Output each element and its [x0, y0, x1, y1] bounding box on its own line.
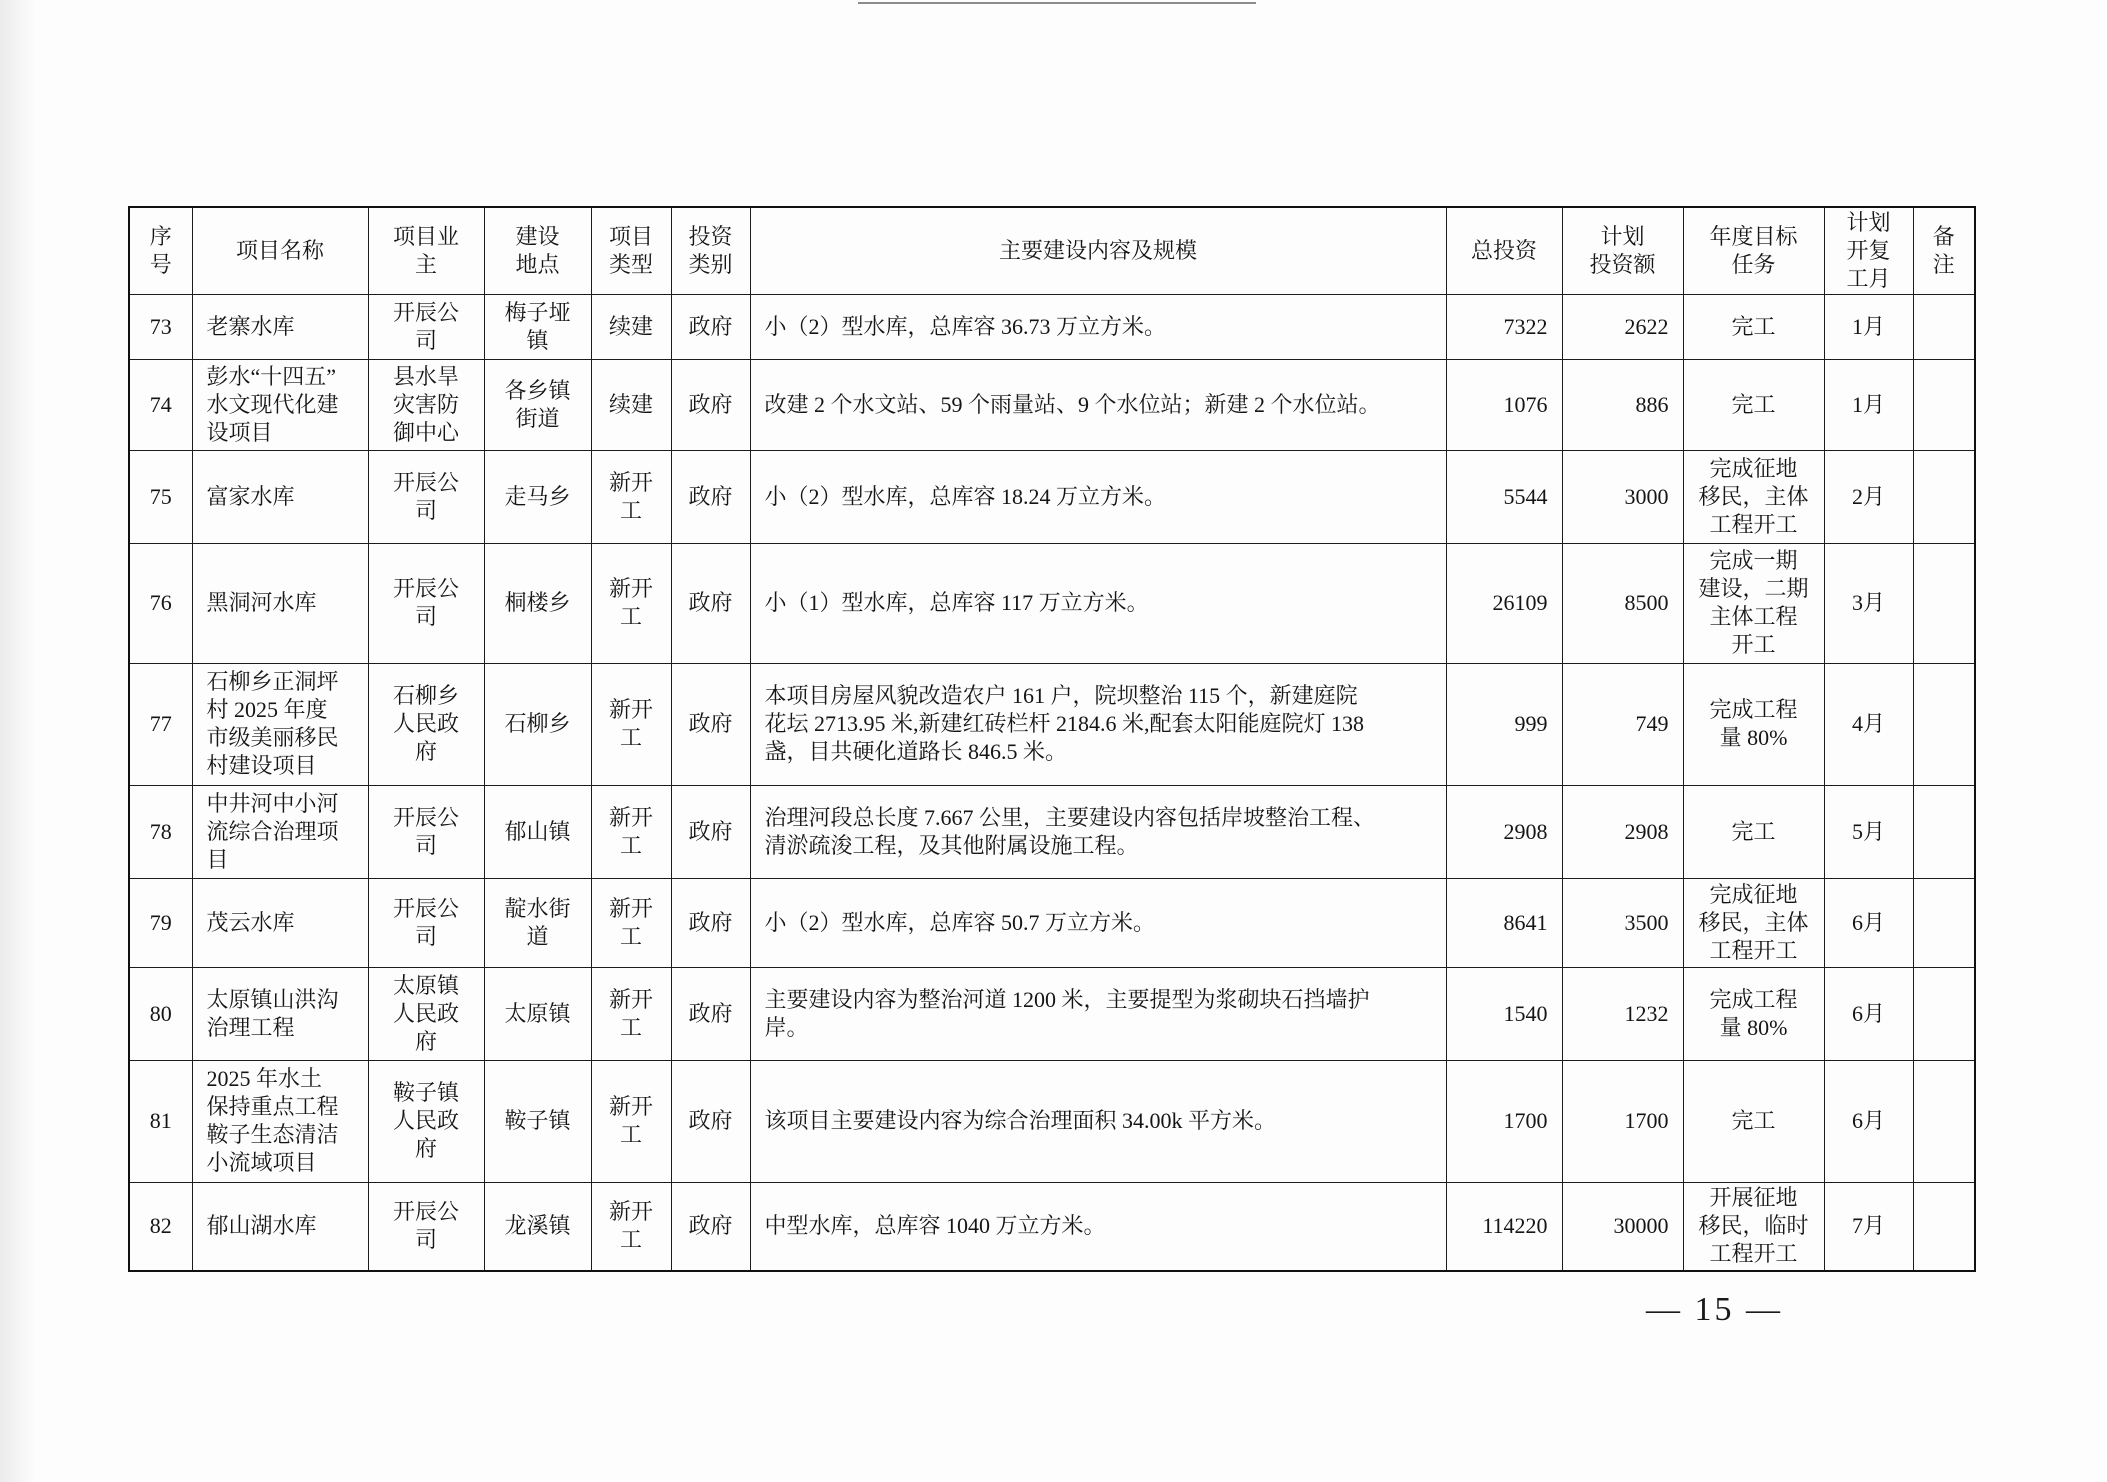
cell-project-type: 续建 — [591, 294, 671, 359]
cell-construction-content: 小（2）型水库，总库容 50.7 万立方米。 — [750, 878, 1446, 967]
cell-seq: 75 — [129, 450, 192, 543]
cell-seq: 73 — [129, 294, 192, 359]
cell-remarks — [1913, 967, 1975, 1060]
header-start-month: 计划 开复 工月 — [1824, 207, 1913, 294]
cell-seq: 79 — [129, 878, 192, 967]
cell-owner: 石柳乡 人民政 府 — [368, 663, 484, 785]
table-row — [129, 543, 1975, 663]
header-location: 建设 地点 — [484, 207, 591, 294]
cell-seq: 80 — [129, 967, 192, 1060]
table-row — [129, 878, 1975, 967]
cell-planned-investment: 749 — [1562, 663, 1683, 785]
cell-project-type: 新开 工 — [591, 967, 671, 1060]
cell-location: 走马乡 — [484, 450, 591, 543]
table-header-row — [129, 207, 1975, 294]
cell-project-name: 老寨水库 — [192, 294, 368, 359]
table-row — [129, 359, 1975, 450]
cell-project-name: 黑洞河水库 — [192, 543, 368, 663]
cell-planned-investment: 30000 — [1562, 1182, 1683, 1271]
cell-project-type: 新开 工 — [591, 785, 671, 878]
cell-project-type: 新开 工 — [591, 450, 671, 543]
cell-project-name: 茂云水库 — [192, 878, 368, 967]
cell-remarks — [1913, 663, 1975, 785]
cell-project-name: 富家水库 — [192, 450, 368, 543]
cell-total-investment: 114220 — [1446, 1182, 1562, 1271]
cell-owner: 开辰公 司 — [368, 543, 484, 663]
header-project-name: 项目名称 — [192, 207, 368, 294]
cell-annual-target: 完成工程 量 80% — [1683, 967, 1824, 1060]
cell-construction-content: 治理河段总长度 7.667 公里，主要建设内容包括岸坡整治工程、 清淤疏浚工程，及其他附属设施工程。 — [750, 785, 1446, 878]
cell-location: 靛水街 道 — [484, 878, 591, 967]
table-row — [129, 1060, 1975, 1182]
table-row — [129, 967, 1975, 1060]
header-planned-investment: 计划 投资额 — [1562, 207, 1683, 294]
cell-project-type: 续建 — [591, 359, 671, 450]
header-investment-category: 投资 类别 — [671, 207, 750, 294]
cell-owner: 县水旱 灾害防 御中心 — [368, 359, 484, 450]
cell-start-month: 7月 — [1824, 1182, 1913, 1271]
cell-location: 桐楼乡 — [484, 543, 591, 663]
cell-owner: 鞍子镇 人民政 府 — [368, 1060, 484, 1182]
cell-start-month: 6月 — [1824, 878, 1913, 967]
cell-remarks — [1913, 878, 1975, 967]
cell-annual-target: 开展征地 移民，临时 工程开工 — [1683, 1182, 1824, 1271]
header-project-type: 项目 类型 — [591, 207, 671, 294]
cell-seq: 82 — [129, 1182, 192, 1271]
cell-planned-investment: 1700 — [1562, 1060, 1683, 1182]
cell-construction-content: 主要建设内容为整治河道 1200 米，主要提型为浆砌块石挡墙护 岸。 — [750, 967, 1446, 1060]
table-row — [129, 1182, 1975, 1271]
cell-investment-category: 政府 — [671, 785, 750, 878]
cell-project-type: 新开 工 — [591, 878, 671, 967]
header-annual-target: 年度目标 任务 — [1683, 207, 1824, 294]
cell-annual-target: 完工 — [1683, 1060, 1824, 1182]
table-row — [129, 663, 1975, 785]
table-row — [129, 294, 1975, 359]
cell-remarks — [1913, 1182, 1975, 1271]
cell-owner: 开辰公 司 — [368, 294, 484, 359]
cell-start-month: 4月 — [1824, 663, 1913, 785]
header-seq: 序 号 — [129, 207, 192, 294]
header-owner: 项目业 主 — [368, 207, 484, 294]
cell-investment-category: 政府 — [671, 543, 750, 663]
cell-annual-target: 完成征地 移民，主体 工程开工 — [1683, 450, 1824, 543]
cell-owner: 开辰公 司 — [368, 1182, 484, 1271]
header-remarks: 备 注 — [1913, 207, 1975, 294]
cell-seq: 78 — [129, 785, 192, 878]
cell-planned-investment: 3500 — [1562, 878, 1683, 967]
cell-investment-category: 政府 — [671, 663, 750, 785]
cell-location: 郁山镇 — [484, 785, 591, 878]
cell-project-type: 新开 工 — [591, 1182, 671, 1271]
cell-planned-investment: 3000 — [1562, 450, 1683, 543]
cell-start-month: 2月 — [1824, 450, 1913, 543]
cell-construction-content: 该项目主要建设内容为综合治理面积 34.00k 平方米。 — [750, 1060, 1446, 1182]
cell-total-investment: 26109 — [1446, 543, 1562, 663]
cell-annual-target: 完成工程 量 80% — [1683, 663, 1824, 785]
cell-investment-category: 政府 — [671, 878, 750, 967]
cell-construction-content: 本项目房屋风貌改造农户 161 户，院坝整治 115 个，新建庭院 花坛 2713.95 米,新建红砖栏杆 2184.6 米,配套太阳能庭院灯 138 盏，目共硬化道路长 846.5 米。 — [750, 663, 1446, 785]
cell-project-name: 中井河中小河 流综合治理项 目 — [192, 785, 368, 878]
cell-planned-investment: 2908 — [1562, 785, 1683, 878]
cell-construction-content: 小（1）型水库，总库容 117 万立方米。 — [750, 543, 1446, 663]
cell-project-type: 新开 工 — [591, 1060, 671, 1182]
cell-investment-category: 政府 — [671, 450, 750, 543]
cell-investment-category: 政府 — [671, 294, 750, 359]
cell-investment-category: 政府 — [671, 967, 750, 1060]
cell-owner: 开辰公 司 — [368, 785, 484, 878]
cell-planned-investment: 2622 — [1562, 294, 1683, 359]
cell-location: 各乡镇 街道 — [484, 359, 591, 450]
page-number: — 15 — — [1646, 1291, 1783, 1328]
cell-start-month: 6月 — [1824, 1060, 1913, 1182]
cell-total-investment: 2908 — [1446, 785, 1562, 878]
cell-project-name: 石柳乡正洞坪 村 2025 年度 市级美丽移民 村建设项目 — [192, 663, 368, 785]
cell-annual-target: 完成一期 建设，二期 主体工程 开工 — [1683, 543, 1824, 663]
table-row — [129, 785, 1975, 878]
cell-owner: 开辰公 司 — [368, 450, 484, 543]
cell-start-month: 1月 — [1824, 294, 1913, 359]
cell-project-name: 郁山湖水库 — [192, 1182, 368, 1271]
cell-seq: 74 — [129, 359, 192, 450]
cell-owner: 开辰公 司 — [368, 878, 484, 967]
cell-construction-content: 改建 2 个水文站、59 个雨量站、9 个水位站；新建 2 个水位站。 — [750, 359, 1446, 450]
cell-construction-content: 中型水库，总库容 1040 万立方米。 — [750, 1182, 1446, 1271]
cell-remarks — [1913, 450, 1975, 543]
cell-location: 鞍子镇 — [484, 1060, 591, 1182]
cell-owner: 太原镇 人民政 府 — [368, 967, 484, 1060]
cell-location: 太原镇 — [484, 967, 591, 1060]
cell-total-investment: 5544 — [1446, 450, 1562, 543]
cell-planned-investment: 1232 — [1562, 967, 1683, 1060]
cell-investment-category: 政府 — [671, 359, 750, 450]
cell-seq: 81 — [129, 1060, 192, 1182]
cell-annual-target: 完工 — [1683, 359, 1824, 450]
cell-start-month: 5月 — [1824, 785, 1913, 878]
cell-planned-investment: 886 — [1562, 359, 1683, 450]
cell-start-month: 6月 — [1824, 967, 1913, 1060]
cell-remarks — [1913, 1060, 1975, 1182]
cell-annual-target: 完工 — [1683, 294, 1824, 359]
cell-remarks — [1913, 543, 1975, 663]
cell-construction-content: 小（2）型水库，总库容 36.73 万立方米。 — [750, 294, 1446, 359]
cell-start-month: 1月 — [1824, 359, 1913, 450]
cell-remarks — [1913, 294, 1975, 359]
project-table — [128, 206, 1976, 1272]
cell-remarks — [1913, 359, 1975, 450]
cell-project-name: 彭水“十四五” 水文现代化建 设项目 — [192, 359, 368, 450]
cell-project-name: 2025 年水土 保持重点工程 鞍子生态清洁 小流域项目 — [192, 1060, 368, 1182]
cell-location: 梅子垭 镇 — [484, 294, 591, 359]
cell-total-investment: 1700 — [1446, 1060, 1562, 1182]
cell-annual-target: 完工 — [1683, 785, 1824, 878]
cell-construction-content: 小（2）型水库，总库容 18.24 万立方米。 — [750, 450, 1446, 543]
cell-location: 龙溪镇 — [484, 1182, 591, 1271]
cell-total-investment: 1076 — [1446, 359, 1562, 450]
cell-seq: 76 — [129, 543, 192, 663]
cell-investment-category: 政府 — [671, 1182, 750, 1271]
cell-start-month: 3月 — [1824, 543, 1913, 663]
cell-investment-category: 政府 — [671, 1060, 750, 1182]
cell-remarks — [1913, 785, 1975, 878]
cell-seq: 77 — [129, 663, 192, 785]
table-row — [129, 450, 1975, 543]
cell-total-investment: 8641 — [1446, 878, 1562, 967]
cell-project-type: 新开 工 — [591, 663, 671, 785]
cell-project-name: 太原镇山洪沟 治理工程 — [192, 967, 368, 1060]
cell-total-investment: 1540 — [1446, 967, 1562, 1060]
cell-planned-investment: 8500 — [1562, 543, 1683, 663]
cell-project-type: 新开 工 — [591, 543, 671, 663]
cell-annual-target: 完成征地 移民，主体 工程开工 — [1683, 878, 1824, 967]
header-construction-content: 主要建设内容及规模 — [750, 207, 1446, 294]
header-total-investment: 总投资 — [1446, 207, 1562, 294]
cell-total-investment: 7322 — [1446, 294, 1562, 359]
scan-top-line — [858, 2, 1256, 4]
cell-location: 石柳乡 — [484, 663, 591, 785]
scan-edge-shade — [0, 0, 36, 1482]
cell-total-investment: 999 — [1446, 663, 1562, 785]
